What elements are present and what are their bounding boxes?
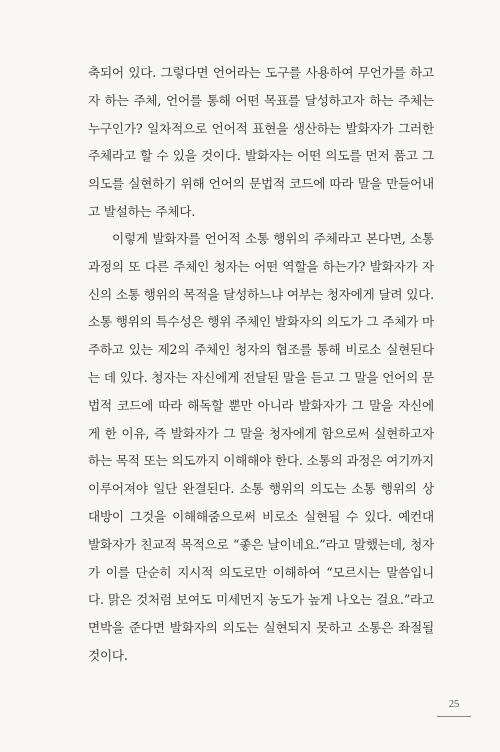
- paragraph-2: [88, 225, 434, 670]
- text-line: 축되어 있다. 그렇다면 언어라는 도구를 사용하여 무언가를 하고: [88, 65, 434, 80]
- text-line: 게 한 이유, 즉 발화자가 그 말을 청자에게 함으로써 실현하고자: [88, 425, 434, 441]
- text-line: 고 발설하는 주체다.: [88, 203, 196, 219]
- page-number-rule: [437, 716, 471, 717]
- text-line: 가 이를 단순히 지시적 의도로만 이해하여 “모르시는 말씀입니: [88, 564, 434, 580]
- text-line: 다. 맑은 것처럼 보여도 미세먼지 농도가 높게 나오는 걸요.”라고: [88, 592, 434, 608]
- text-line: 이렇게 발화자를 언어적 소통 행위의 주체라고 본다면, 소통: [112, 231, 434, 246]
- text-line: 발화자가 친교적 목적으로 “좋은 날이네요.”라고 말했는데, 청자: [88, 536, 434, 552]
- text-line: 주하고 있는 제2의 주체인 청자의 협조를 통해 비로소 실현된다: [88, 342, 434, 358]
- text-line: 하는 목적 또는 의도까지 이해해야 한다. 소통의 과정은 여기까지: [88, 453, 434, 469]
- text-line: 법적 코드에 따라 해독할 뿐만 아니라 발화자가 그 말을 자신에: [88, 397, 434, 413]
- text-line: 과정의 또 다른 주체인 청자는 어떤 역할을 하는가? 발화자가 자: [88, 258, 434, 274]
- text-line: 주체라고 할 수 있을 것이다. 발화자는 어떤 의도를 먼저 품고 그: [88, 148, 434, 164]
- text-line: 의도를 실현하기 위해 언어의 문법적 코드에 따라 말을 만들어내: [88, 176, 434, 192]
- text-line: 이루어져야 일단 완결된다. 소통 행위의 의도는 소통 행위의 상: [88, 481, 434, 497]
- text-line: 누구인가? 일차적으로 언어적 표현을 생산하는 발화자가 그러한: [88, 120, 434, 136]
- text-line: 대방이 그것을 이해해줌으로써 비로소 실현될 수 있다. 예컨대: [88, 508, 434, 524]
- paragraph-1: [88, 59, 434, 226]
- text-line: 는 데 있다. 청자는 자신에게 전달된 말을 듣고 그 말을 언어의 문: [88, 369, 434, 385]
- text-line: 자 하는 주체, 언어를 통해 어떤 목표를 달성하고자 하는 주체는: [88, 92, 434, 108]
- page-number: 25: [448, 699, 460, 710]
- text-line: 면박을 준다면 발화자의 의도는 실현되지 못하고 소통은 좌절될: [88, 620, 434, 636]
- text-line: 소통 행위의 특수성은 행위 주체인 발화자의 의도가 그 주체가 마: [88, 314, 434, 330]
- text-line: 신의 소통 행위의 목적을 달성하느냐 여부는 청자에게 달려 있다.: [88, 286, 434, 302]
- text-line: 것이다.: [88, 647, 128, 663]
